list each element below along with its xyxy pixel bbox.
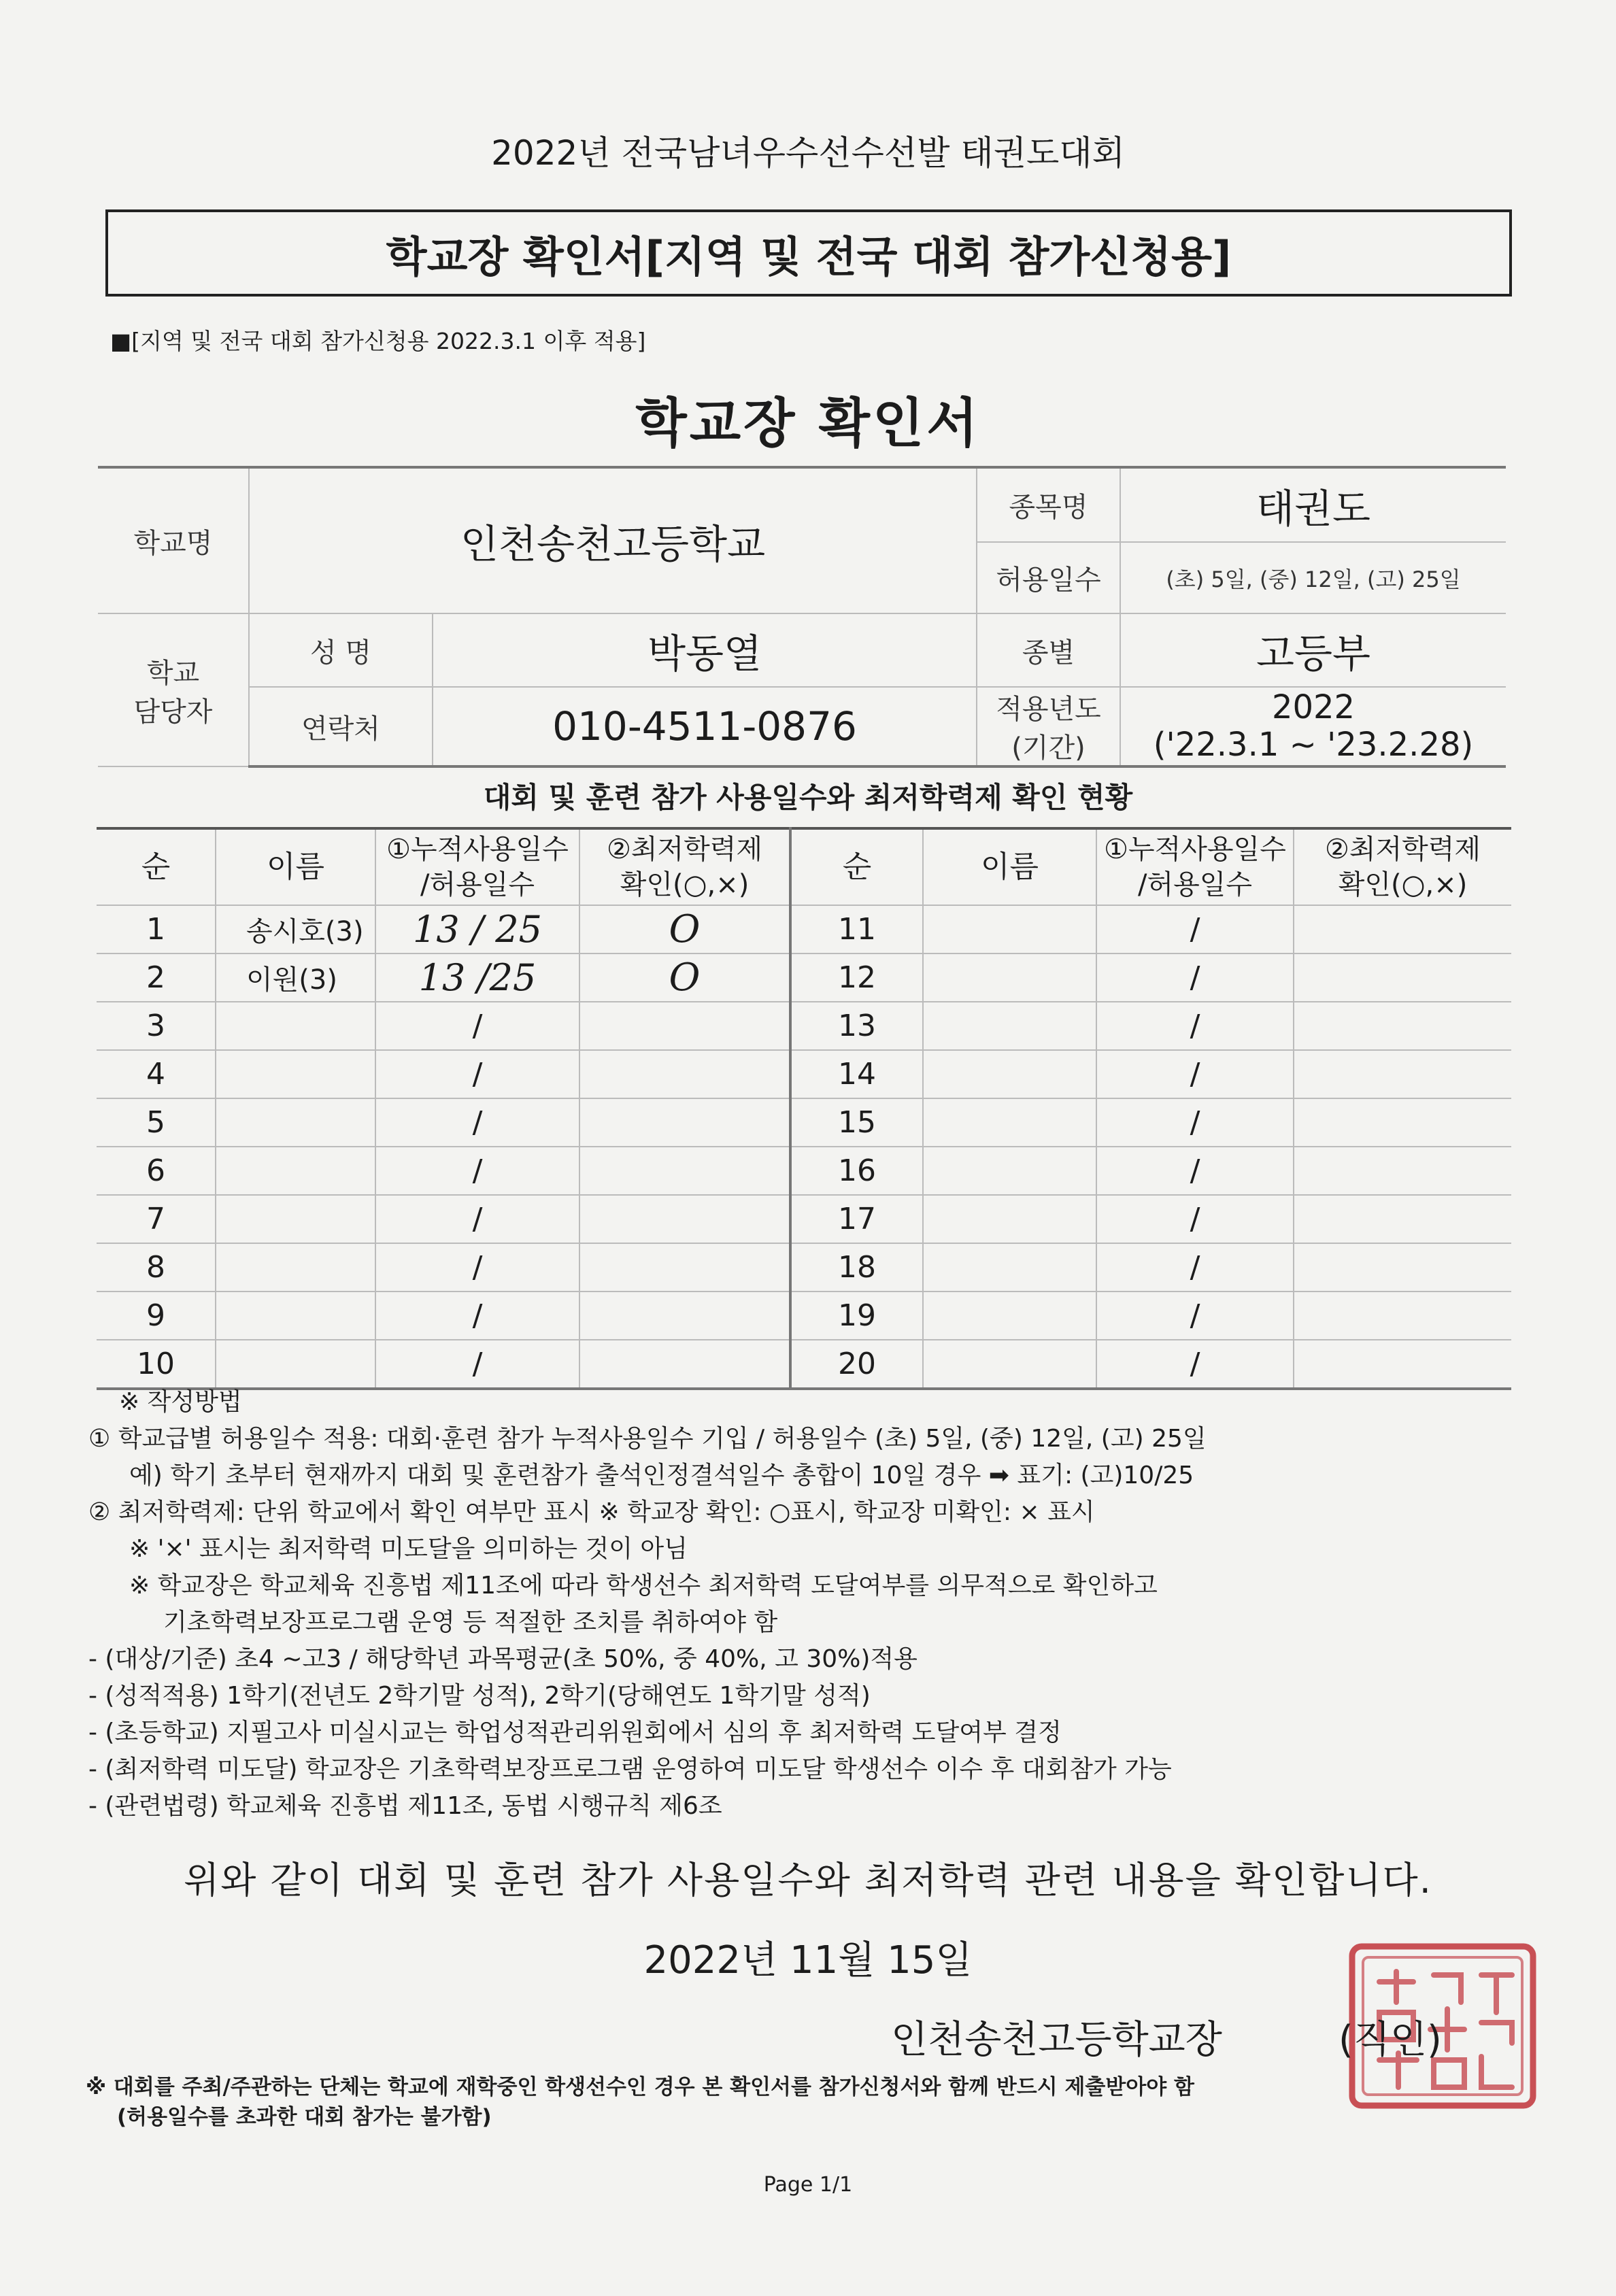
row-academic-check-right [1294, 1147, 1511, 1195]
row-name-right [923, 1195, 1096, 1243]
row-days: / [375, 1292, 579, 1340]
row-no-right: 17 [790, 1195, 923, 1243]
header-academic-line1: ②최저학력제 [606, 834, 763, 865]
row-name [216, 1195, 375, 1243]
header-name: 이름 [216, 828, 375, 905]
applies-note: ■[지역 및 전국 대회 참가신청용 2022.3.1 이후 적용] [110, 328, 646, 354]
row-academic-check: O [579, 905, 790, 953]
year-value [1120, 687, 1506, 766]
usage-row [97, 1195, 1511, 1243]
row-days-right: / [1096, 1340, 1294, 1389]
row-academic-check: O [579, 953, 790, 1002]
note-line: ① 학교급별 허용일수 적용: 대회·훈련 참가 누적사용일수 기입 / 허용일수 (초) 5일, (중) 12일, (고) 25일 [88, 1425, 1207, 1453]
row-name-right [923, 1340, 1096, 1389]
usage-row [97, 1243, 1511, 1292]
row-days: / [375, 1002, 579, 1050]
row-no: 1 [97, 905, 216, 953]
seal-label: (직인) [1339, 2018, 1442, 2062]
contact-person-label-line1: 학교 [146, 657, 200, 689]
row-days-right: / [1096, 1098, 1294, 1147]
phone-label: 연락처 [249, 687, 433, 766]
row-academic-check-right [1294, 1050, 1511, 1098]
usage-row [97, 1098, 1511, 1147]
form-title: 학교장 확인서[지역 및 전국 대회 참가신청용] [386, 231, 1232, 282]
row-no: 3 [97, 1002, 216, 1050]
row-no-right: 15 [790, 1098, 923, 1147]
row-name-right [923, 1292, 1096, 1340]
allowed-days-label: 허용일수 [977, 542, 1120, 613]
note-line: ※ '×' 표시는 최저학력 미도달을 의미하는 것이 아님 [129, 1535, 688, 1563]
row-no: 2 [97, 953, 216, 1002]
row-academic-check-right [1294, 1098, 1511, 1147]
allowed-days-value: (초) 5일, (중) 12일, (고) 25일 [1120, 542, 1506, 613]
year-value-line2: ('22.3.1 ~ '23.2.28) [1153, 726, 1474, 764]
usage-row [97, 1002, 1511, 1050]
name-label: 성 명 [249, 613, 433, 687]
row-name: 이원(3) [216, 953, 375, 1002]
category-label: 종별 [977, 613, 1120, 687]
contact-person-label [98, 613, 249, 766]
row-academic-check-right [1294, 953, 1511, 1002]
note-line: - (최저학력 미도달) 학교장은 기초학력보장프로그램 운영하여 미도달 학생선수 이수 후 대회참가 가능 [88, 1755, 1172, 1783]
header-days-line2: /허용일수 [420, 869, 535, 900]
note-line: ※ 학교장은 학교체육 진흥법 제11조에 따라 학생선수 최저학력 도달여부를 의무적으로 확인하고 [129, 1572, 1158, 1600]
issue-date: 2022년 11월 15일 [643, 1938, 973, 1982]
header-days-right-line2: /허용일수 [1137, 869, 1253, 900]
usage-row [97, 1292, 1511, 1340]
name-value: 박동열 [433, 613, 977, 687]
row-academic-check-right [1294, 1243, 1511, 1292]
row-academic-check [579, 1340, 790, 1389]
contact-person-label-line2: 담당자 [133, 696, 213, 728]
page-number: Page 1/1 [763, 2173, 853, 2197]
confirmation-statement: 위와 같이 대회 및 훈련 참가 사용일수와 최저학력 관련 내용을 확인합니다. [184, 1859, 1432, 1902]
header-name-right: 이름 [923, 828, 1096, 905]
row-name-right [923, 953, 1096, 1002]
row-days: / [375, 1243, 579, 1292]
row-name [216, 1098, 375, 1147]
row-no-right: 16 [790, 1147, 923, 1195]
usage-header-row [97, 828, 1511, 905]
row-academic-check-right [1294, 905, 1511, 953]
row-days-right: / [1096, 1002, 1294, 1050]
event-title: 2022년 전국남녀우수선수선발 태권도대회 [491, 133, 1125, 173]
row-name: 송시호(3) [216, 905, 375, 953]
header-no-right: 순 [790, 828, 923, 905]
school-value: 인천송천고등학교 [249, 467, 977, 613]
row-no-right: 19 [790, 1292, 923, 1340]
row-name-right [923, 1098, 1096, 1147]
row-no: 8 [97, 1243, 216, 1292]
year-label [977, 687, 1120, 766]
row-no-right: 12 [790, 953, 923, 1002]
principal-name: 인천송천고등학교장 [891, 2018, 1222, 2062]
school-info-table [98, 466, 1506, 768]
row-no-right: 20 [790, 1340, 923, 1389]
row-academic-check [579, 1243, 790, 1292]
note-line: ② 최저학력제: 단위 학교에서 확인 여부만 표시 ※ 학교장 확인: ○표시, 학교장 미확인: × 표시 [88, 1498, 1095, 1526]
usage-row [97, 1340, 1511, 1389]
row-no: 5 [97, 1098, 216, 1147]
header-days [375, 828, 579, 905]
row-days: 13 / 25 [375, 905, 579, 953]
row-days-right: / [1096, 1195, 1294, 1243]
main-title: 학교장 확인서 [635, 393, 981, 454]
row-days-right: / [1096, 1147, 1294, 1195]
note-line: 기초학력보장프로그램 운영 등 적절한 조치를 취하여야 함 [163, 1608, 778, 1636]
row-name [216, 1147, 375, 1195]
row-no: 6 [97, 1147, 216, 1195]
row-academic-check-right [1294, 1292, 1511, 1340]
note-line: - (성적적용) 1학기(전년도 2학기말 성적), 2학기(당해연도 1학기말 성적) [88, 1682, 871, 1710]
row-academic-check [579, 1002, 790, 1050]
row-name-right [923, 1147, 1096, 1195]
form-title-box [105, 209, 1512, 297]
header-academic-line2: 확인(○,×) [620, 869, 750, 900]
note-line: - (관련법령) 학교체육 진흥법 제11조, 동법 시행규칙 제6조 [88, 1792, 722, 1820]
row-days: / [375, 1340, 579, 1389]
note-line: - (초등학교) 지필고사 미실시교는 학업성적관리위원회에서 심의 후 최저학력 도달여부 결정 [88, 1719, 1062, 1746]
row-days: 13 /25 [375, 953, 579, 1002]
row-days-right: / [1096, 953, 1294, 1002]
row-academic-check [579, 1292, 790, 1340]
footer-note [86, 2072, 1528, 2132]
sport-value: 태권도 [1120, 467, 1506, 542]
usage-section-title: 대회 및 훈련 참가 사용일수와 최저학력제 확인 현황 [483, 781, 1133, 814]
usage-row [97, 1050, 1511, 1098]
row-name [216, 1243, 375, 1292]
usage-table [97, 827, 1511, 1390]
header-days-line1: ①누적사용일수 [386, 834, 569, 865]
row-no-right: 18 [790, 1243, 923, 1292]
row-academic-check [579, 1195, 790, 1243]
row-name-right [923, 1002, 1096, 1050]
year-label-line1: 적용년도 [996, 694, 1101, 725]
row-days-right: / [1096, 1292, 1294, 1340]
row-no-right: 13 [790, 1002, 923, 1050]
year-value-line1: 2022 [1271, 688, 1356, 726]
usage-row [97, 905, 1511, 953]
header-no: 순 [97, 828, 216, 905]
row-name [216, 1292, 375, 1340]
footer-note-line1: ※ 대회를 주최/주관하는 단체는 학교에 재학중인 학생선수인 경우 본 확인서를 참가신청서와 함께 반드시 제출받아야 함 [86, 2075, 1194, 2099]
note-line: - (대상/기준) 초4 ~고3 / 해당학년 과목평균(초 50%, 중 40%, 고 30%)적용 [88, 1645, 918, 1673]
header-days-right [1096, 828, 1294, 905]
footer-note-line2: (허용일수를 초과한 대회 참가는 불가함) [117, 2105, 492, 2129]
header-academic-right-line1: ②최저학력제 [1324, 834, 1481, 865]
row-academic-check [579, 1098, 790, 1147]
writing-instructions [88, 1384, 1524, 1825]
row-days: / [375, 1195, 579, 1243]
row-days: / [375, 1098, 579, 1147]
row-no: 7 [97, 1195, 216, 1243]
sport-label: 종목명 [977, 467, 1120, 542]
row-academic-check-right [1294, 1195, 1511, 1243]
row-academic-check [579, 1147, 790, 1195]
row-name [216, 1050, 375, 1098]
header-days-right-line1: ①누적사용일수 [1104, 834, 1286, 865]
row-no: 10 [97, 1340, 216, 1389]
row-name-right [923, 905, 1096, 953]
row-academic-check [579, 1050, 790, 1098]
row-name [216, 1340, 375, 1389]
header-academic-right [1294, 828, 1511, 905]
row-name-right [923, 1050, 1096, 1098]
usage-row [97, 953, 1511, 1002]
school-label: 학교명 [98, 467, 249, 613]
row-days-right: / [1096, 1050, 1294, 1098]
row-no-right: 14 [790, 1050, 923, 1098]
row-no: 9 [97, 1292, 216, 1340]
row-days-right: / [1096, 905, 1294, 953]
row-days: / [375, 1050, 579, 1098]
usage-row [97, 1147, 1511, 1195]
phone-value: 010-4511-0876 [433, 687, 977, 766]
row-academic-check-right [1294, 1340, 1511, 1389]
row-name-right [923, 1243, 1096, 1292]
category-value: 고등부 [1120, 613, 1506, 687]
row-no-right: 11 [790, 905, 923, 953]
row-days: / [375, 1147, 579, 1195]
row-no: 4 [97, 1050, 216, 1098]
year-label-line2: (기간) [1011, 732, 1085, 764]
note-line: ※ 작성방법 [119, 1388, 242, 1416]
row-days-right: / [1096, 1243, 1294, 1292]
row-name [216, 1002, 375, 1050]
header-academic [579, 828, 790, 905]
header-academic-right-line2: 확인(○,×) [1338, 869, 1468, 900]
note-line: 예) 학기 초부터 현재까지 대회 및 훈련참가 출석인정결석일수 총합이 10일 경우 ➡ 표기: (고)10/25 [129, 1462, 1194, 1489]
row-academic-check-right [1294, 1002, 1511, 1050]
